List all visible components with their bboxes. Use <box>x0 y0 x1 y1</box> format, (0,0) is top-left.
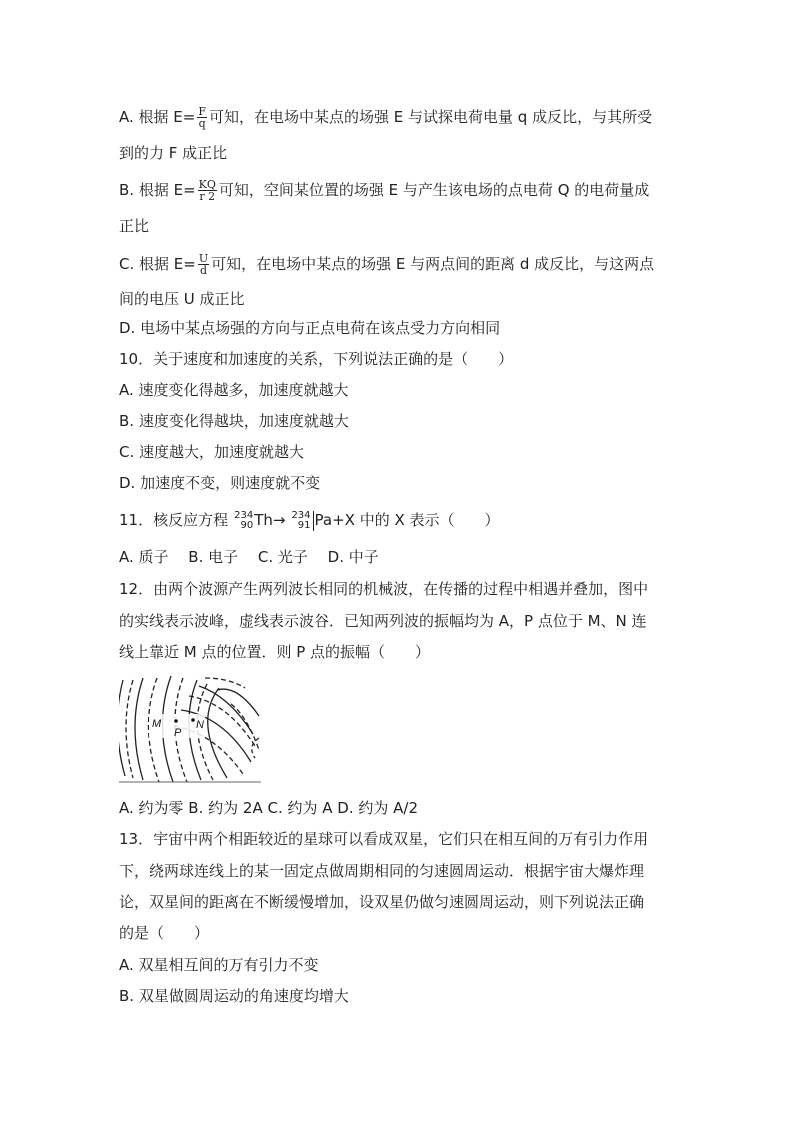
q12-stem-line2: 的实线表示波峰，虚线表示波谷．已知两列波的振幅均为 A，P 点位于 M、N 连 <box>119 612 647 630</box>
q9-b-denominator: r 2 <box>199 190 216 203</box>
crest-arc-left-5 <box>208 688 227 778</box>
q9-option-b <box>119 179 649 202</box>
q9-b-prefix: B. 根据 E= <box>119 181 196 199</box>
q13-option-b: B. 双星做圆周运动的角速度均增大 <box>119 987 349 1005</box>
q9-b-numerator: KQ <box>198 178 216 191</box>
wave-interference-figure <box>119 676 261 786</box>
q11-th-z: 90 <box>240 519 254 531</box>
q9-c-numerator: U <box>198 252 209 265</box>
q10-option-a: A. 速度变化得越多，加速度就越大 <box>119 381 349 399</box>
point-p-dot <box>174 719 178 723</box>
label-m: M <box>152 718 162 730</box>
q11-pa-mass: 234 <box>291 509 311 521</box>
q9-c-prefix: C. 根据 E= <box>119 255 196 273</box>
q9-option-d: D. 电场中某点场强的方向与正点电荷在该点受力方向相同 <box>119 319 501 337</box>
q11-pa-nuclide <box>291 511 310 531</box>
q12-stem-line1: 12．由两个波源产生两列波长相同的机械波，在传播的过程中相遇并叠加，图中 <box>119 580 649 598</box>
q11-th-nuclide <box>234 511 253 531</box>
q13-stem-line1: 13．宇宙中两个相距较近的星球可以看成双星，它们只在相互间的万有引力作用 <box>119 830 649 848</box>
label-p: P <box>174 727 182 739</box>
q9-option-c <box>119 253 654 276</box>
trough-arc-1 <box>126 680 133 778</box>
trough-arc-7 <box>205 678 245 688</box>
q9-c-denominator: d <box>199 264 207 277</box>
q9-b-fraction <box>198 179 217 202</box>
point-n-dot <box>191 718 195 722</box>
q13-option-a: A. 双星相互间的万有引力不变 <box>119 956 319 974</box>
q9-a-denominator: q <box>198 117 206 130</box>
q9-c-fraction <box>198 253 209 276</box>
q11-prefix: 11．核反应方程 <box>119 511 229 529</box>
q12-stem-line3: 线上靠近 M 点的位置．则 P 点的振幅（ ） <box>119 643 431 661</box>
label-n: N <box>196 719 204 731</box>
q13-stem-line3: 论，双星间的距离在不断缓慢增加，设双星仍做匀速圆周运动，则下列说法正确 <box>119 893 645 911</box>
q9-b-text: 可知，空间某位置的场强 E 与产生该电场的点电荷 Q 的电荷量成 <box>218 181 650 199</box>
crest-arc-left-1 <box>119 680 125 776</box>
q9-option-b-cont: 正比 <box>119 217 150 235</box>
q9-option-a-cont: 到的力 F 成正比 <box>119 144 228 162</box>
q9-a-prefix: A. 根据 E= <box>119 108 196 126</box>
q9-a-text: 可知，在电场中某点的场强 E 与试探电荷电量 q 成反比，与其所受 <box>209 108 653 126</box>
q11-options: A. 质子 B. 电子 C. 光子 D. 中子 <box>119 548 379 566</box>
q10-option-d: D. 加速度不变，则速度就不变 <box>119 474 321 492</box>
q9-a-numerator: F <box>198 105 206 118</box>
q13-stem-line4: 的是（ ） <box>119 924 210 942</box>
crest-arc-right-1 <box>199 686 253 734</box>
q10-option-b: B. 速度变化得越块，加速度就越大 <box>119 412 349 430</box>
q9-c-text: 可知，在电场中某点的场强 E 与两点间的距离 d 成反比，与这两点 <box>211 255 655 273</box>
q11-pa-text: Pa+X 中的 X 表示（ ） <box>314 511 500 529</box>
q13-stem-line2: 下，绕两球连线上的某一固定点做周期相同的匀速圆周运动．根据宇宙大爆炸理 <box>119 862 645 880</box>
q10-stem: 10．关于速度和加速度的关系，下列说法正确的是（ ） <box>119 350 514 368</box>
text-cursor-bar <box>313 511 314 531</box>
q9-option-a <box>119 106 652 129</box>
q11-th-mass: 234 <box>234 509 254 521</box>
q9-option-c-cont: 间的电压 U 成正比 <box>119 290 245 308</box>
crest-arc-right-3 <box>217 689 259 716</box>
q9-a-fraction <box>197 106 207 129</box>
crest-arc-left-2 <box>135 678 143 780</box>
q12-options: A. 约为零 B. 约为 2A C. 约为 A D. 约为 A/2 <box>119 799 418 817</box>
q11-pa-z: 91 <box>297 519 311 531</box>
q10-option-c: C. 速度越大，加速度就越大 <box>119 443 305 461</box>
q11-stem <box>119 510 500 531</box>
q11-th-symbol: Th→ <box>254 511 286 529</box>
